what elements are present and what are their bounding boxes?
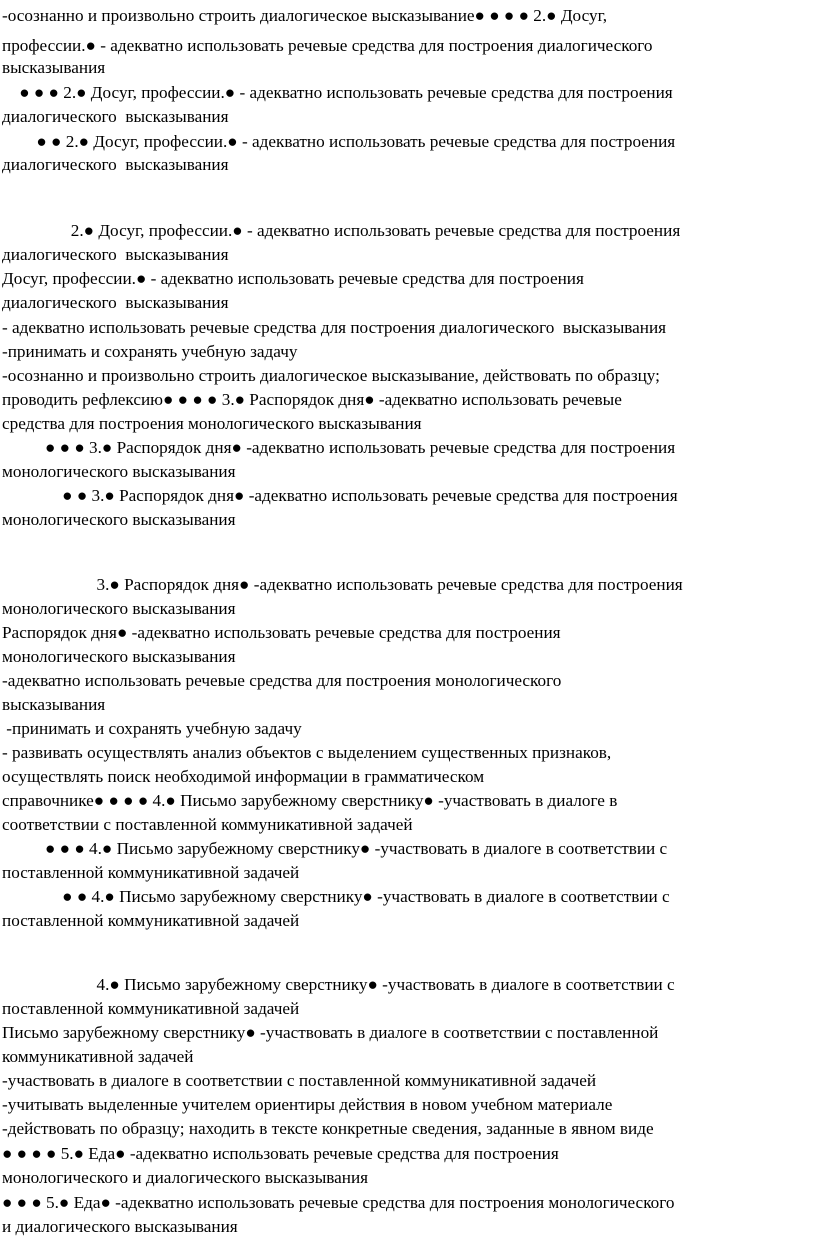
text-line: диалогического высказывания [2,293,229,312]
text-line: -осознанно и произвольно строить диалогическое высказывание, действовать по образцу; [2,366,660,385]
text-line: ● ● 4.● Письмо зарубежному сверстнику● -участвовать в диалоге в соответствии с [2,887,670,906]
text-line: и диалогического высказывания [2,1217,238,1236]
text-line: диалогического высказывания [2,107,229,126]
text-line: средства для построения монологического высказывания [2,414,422,433]
text-line: -учитывать выделенные учителем ориентиры действия в новом учебном материале [2,1095,613,1114]
text-line: высказывания [2,695,106,714]
text-line: диалогического высказывания [2,245,229,264]
text-line: монологического высказывания [2,510,236,529]
text-line: поставленной коммуникативной задачей [2,999,300,1018]
text-line: соответствии с поставленной коммуникативной задачей [2,815,413,834]
text-line: Распорядок дня● -адекватно использовать речевые средства для построения [2,623,561,642]
text-line: Письмо зарубежному сверстнику● -участвовать в диалоге в соответствии с поставленной [2,1023,659,1042]
text-line: монологического высказывания [2,647,236,666]
text-line: высказывания [2,58,106,77]
text-line: ● ● ● ● 5.● Еда● -адекватно использовать речевые средства для построения [2,1144,559,1163]
text-line: монологического высказывания [2,462,236,481]
text-line: -участвовать в диалоге в соответствии с поставленной коммуникативной задачей [2,1071,597,1090]
text-line: - развивать осуществлять анализ объектов с выделением существенных признаков, [2,743,612,762]
text-line: - адекватно использовать речевые средства для построения диалогического высказывания [2,318,667,337]
text-line: -принимать и сохранять учебную задачу [2,719,302,738]
text-line: поставленной коммуникативной задачей [2,911,300,930]
text-line: 4.● Письмо зарубежному сверстнику● -участвовать в диалоге в соответствии с [2,975,675,994]
text-line: -принимать и сохранять учебную задачу [2,342,298,361]
text-line: монологического и диалогического высказывания [2,1168,369,1187]
text-line: 3.● Распорядок дня● -адекватно использовать речевые средства для построения [2,575,683,594]
text-line: ● ● ● 5.● Еда● -адекватно использовать речевые средства для построения монологического [2,1193,675,1212]
text-line: диалогического высказывания [2,155,229,174]
text-line: 2.● Досуг, профессии.● - адекватно использовать речевые средства для построения [2,221,681,240]
text-line: профессии.● - адекватно использовать речевые средства для построения диалогического [2,36,653,55]
text-line: осуществлять поиск необходимой информации в грамматическом [2,767,485,786]
text-line: монологического высказывания [2,599,236,618]
text-line: Досуг, профессии.● - адекватно использовать речевые средства для построения [2,269,584,288]
text-line: справочнике● ● ● ● 4.● Письмо зарубежному сверстнику● -участвовать в диалоге в [2,791,618,810]
text-line: -действовать по образцу; находить в тексте конкретные сведения, заданные в явном виде [2,1119,654,1138]
text-line: поставленной коммуникативной задачей [2,863,300,882]
text-line: коммуникативной задачей [2,1047,194,1066]
text-line: -осознанно и произвольно строить диалогическое высказывание● ● ● ● 2.● Досуг, [2,6,607,25]
text-line: ● ● ● 2.● Досуг, профессии.● - адекватно использовать речевые средства для построения [2,83,673,102]
text-line: -адекватно использовать речевые средства для построения монологического [2,671,562,690]
text-line: ● ● 2.● Досуг, профессии.● - адекватно использовать речевые средства для построения [2,132,676,151]
text-line: ● ● ● 3.● Распорядок дня● -адекватно использовать речевые средства для построения [2,438,676,457]
text-line: проводить рефлексию● ● ● ● 3.● Распорядок дня● -адекватно использовать речевые [2,390,622,409]
text-line: ● ● ● 4.● Письмо зарубежному сверстнику● -участвовать в диалоге в соответствии с [2,839,668,858]
text-line: ● ● 3.● Распорядок дня● -адекватно использовать речевые средства для построения [2,486,678,505]
